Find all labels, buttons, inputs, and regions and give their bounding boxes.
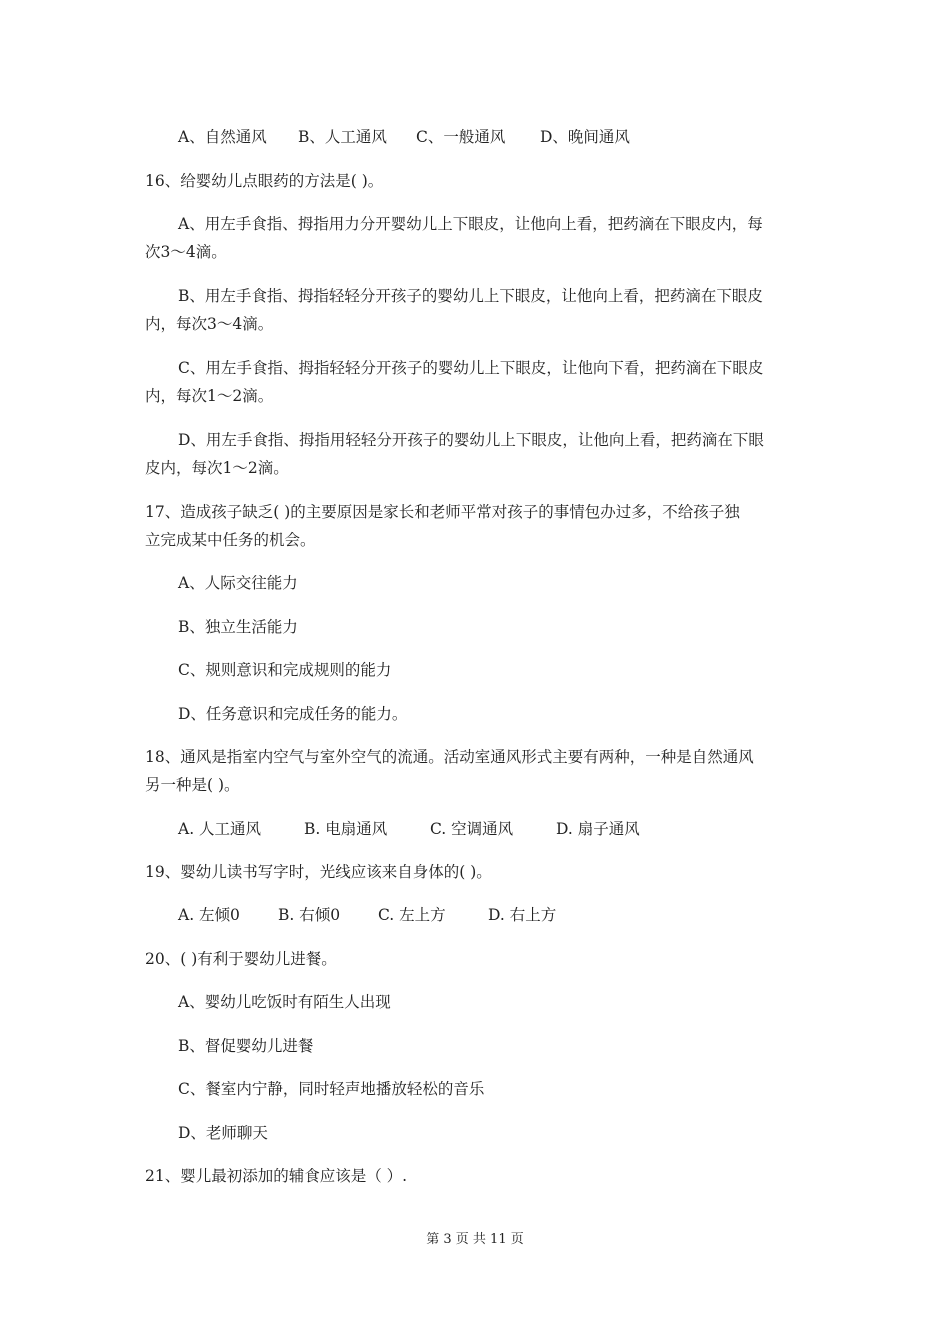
q19-option-a: A. 左倾0 xyxy=(178,906,240,924)
q19-option-b: B. 右倾0 xyxy=(278,906,341,924)
q20-option-a: A、婴幼儿吃饭时有陌生人出现 xyxy=(178,993,391,1011)
q18-options xyxy=(178,819,640,839)
q20-option-c: C、餐室内宁静，同时轻声地播放轻松的音乐 xyxy=(178,1080,485,1098)
q21-stem: 21、婴儿最初添加的辅食应该是（ ）. xyxy=(145,1167,408,1185)
q15-option-a: A、自然通风 xyxy=(178,128,267,146)
q20-option-d: D、老师聊天 xyxy=(178,1124,268,1142)
q16-option-c-line1: C、用左手食指、拇指轻轻分开孩子的婴幼儿上下眼皮，让他向下看，把药滴在下眼皮 xyxy=(178,359,764,377)
q18-stem-line1: 18、通风是指室内空气与室外空气的流通。活动室通风形式主要有两种，一种是自然通风 xyxy=(145,748,754,766)
q20-stem: 20、( )有利于婴幼儿进餐。 xyxy=(145,950,337,968)
q17-option-c: C、规则意识和完成规则的能力 xyxy=(178,661,392,679)
q17-stem-line1: 17、造成孩子缺乏( )的主要原因是家长和老师平常对孩子的事情包办过多，不给孩子独 xyxy=(145,503,740,521)
q18-option-c: C. 空调通风 xyxy=(430,820,514,838)
q16-option-d-line2: 皮内，每次1～2滴。 xyxy=(145,459,289,477)
q19-stem: 19、婴幼儿读书写字时，光线应该来自身体的( )。 xyxy=(145,863,492,881)
q18-stem-line2: 另一种是( )。 xyxy=(145,776,240,794)
q18-option-b: B. 电扇通风 xyxy=(304,820,388,838)
q20-option-b: B、督促婴幼儿进餐 xyxy=(178,1037,314,1055)
q17-option-a: A、人际交往能力 xyxy=(178,574,298,592)
q19-option-d: D. 右上方 xyxy=(488,906,557,924)
page-footer: 第 3 页 共 11 页 xyxy=(426,1232,524,1247)
q18-option-d: D. 扇子通风 xyxy=(556,820,640,838)
q16-option-a-line2: 次3～4滴。 xyxy=(145,243,227,261)
q16-option-d-line1: D、用左手食指、拇指用轻轻分开孩子的婴幼儿上下眼皮，让他向上看，把药滴在下眼 xyxy=(178,431,764,449)
q17-option-b: B、独立生活能力 xyxy=(178,618,298,636)
q16-option-c-line2: 内，每次1～2滴。 xyxy=(145,387,274,405)
q16-option-a-line1: A、用左手食指、拇指用力分开婴幼儿上下眼皮，让他向上看，把药滴在下眼皮内，每 xyxy=(178,215,763,233)
q19-options xyxy=(178,905,556,925)
q16-option-b-line2: 内，每次3～4滴。 xyxy=(145,315,274,333)
q16-stem: 16、给婴幼儿点眼药的方法是( )。 xyxy=(145,172,384,190)
q19-option-c: C. 左上方 xyxy=(378,906,446,924)
q15-options xyxy=(178,127,630,147)
q17-stem-line2: 立完成某中任务的机会。 xyxy=(145,531,316,549)
q18-option-a: A. 人工通风 xyxy=(178,820,262,838)
q15-option-b: B、人工通风 xyxy=(298,128,387,146)
q15-option-d: D、晚间通风 xyxy=(540,128,630,146)
q16-option-b-line1: B、用左手食指、拇指轻轻分开孩子的婴幼儿上下眼皮，让他向上看，把药滴在下眼皮 xyxy=(178,287,763,305)
q15-option-c: C、一般通风 xyxy=(416,128,506,146)
q17-option-d: D、任务意识和完成任务的能力。 xyxy=(178,705,408,723)
